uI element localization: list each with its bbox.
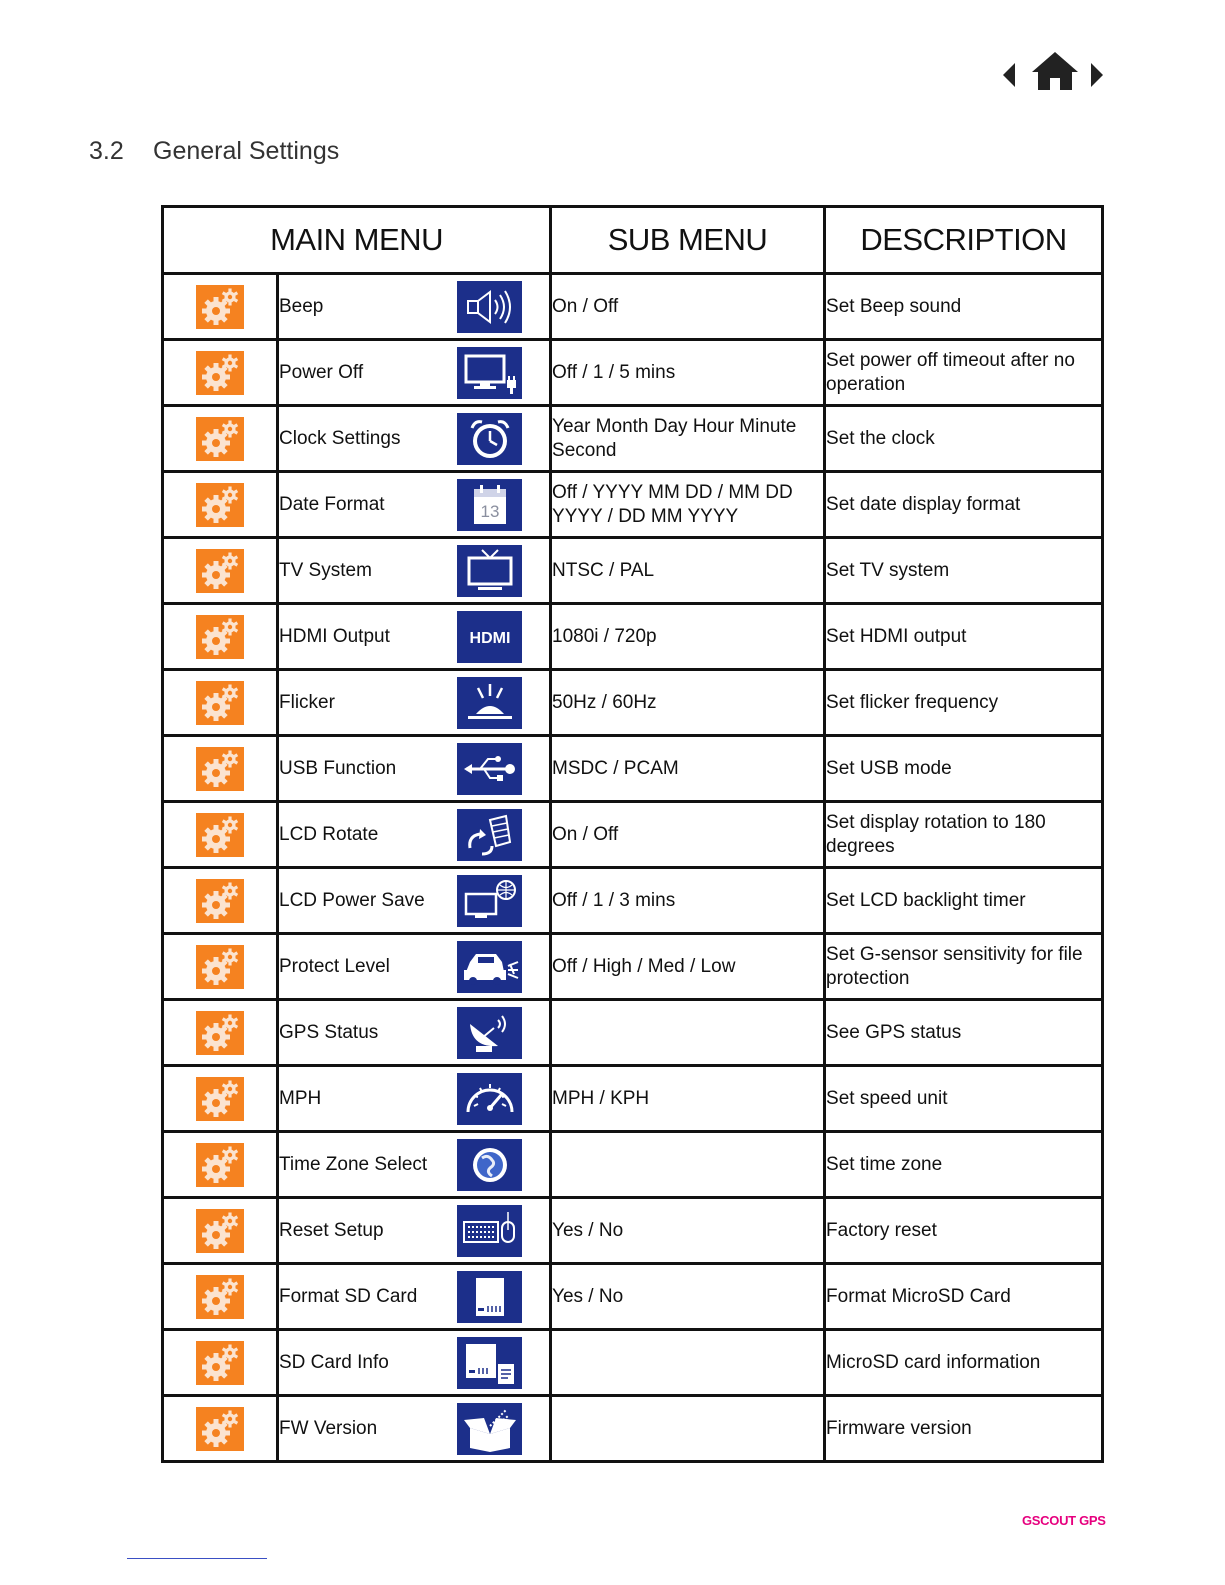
main-menu-cell — [278, 802, 551, 868]
speaker-icon — [457, 281, 522, 333]
table-row[interactable] — [163, 1066, 1103, 1132]
main-menu-cell — [278, 1330, 551, 1396]
sub-menu-cell: On / Off — [551, 802, 825, 868]
firmware-box-icon — [457, 1403, 522, 1455]
settings-gear-cell — [163, 736, 278, 802]
usb-icon — [457, 743, 522, 795]
settings-gear-icon — [196, 1275, 244, 1319]
description-cell: Firmware version — [825, 1396, 1103, 1462]
settings-gear-icon — [196, 681, 244, 725]
main-menu-cell — [278, 934, 551, 1000]
keyboard-mouse-icon — [457, 1205, 522, 1257]
speedometer-icon — [457, 1073, 522, 1125]
settings-gear-cell — [163, 340, 278, 406]
main-menu-cell — [278, 604, 551, 670]
menu-item-label[interactable]: Flicker — [279, 691, 335, 713]
settings-gear-icon — [196, 615, 244, 659]
calendar-icon — [457, 479, 522, 531]
sub-menu-cell: Off / YYYY MM DD / MM DD YYYY / DD MM YYYY — [551, 472, 825, 538]
description-cell: Set HDMI output — [825, 604, 1103, 670]
sd-card-icon — [457, 1271, 522, 1323]
sub-menu-cell — [551, 1000, 825, 1066]
description-cell: Set speed unit — [825, 1066, 1103, 1132]
sub-menu-cell: Off / High / Med / Low — [551, 934, 825, 1000]
sd-card-info-icon — [457, 1337, 522, 1389]
table-header-row — [163, 207, 1103, 274]
table-row[interactable] — [163, 406, 1103, 472]
menu-item-label[interactable]: Date Format — [279, 493, 385, 515]
section-number: 3.2 — [89, 137, 124, 165]
main-menu-cell — [278, 1264, 551, 1330]
settings-gear-cell — [163, 1066, 278, 1132]
main-menu-cell — [278, 1396, 551, 1462]
description-cell: Set Beep sound — [825, 274, 1103, 340]
satellite-dish-icon — [457, 1007, 522, 1059]
settings-gear-cell — [163, 1396, 278, 1462]
sub-menu-cell — [551, 1396, 825, 1462]
arrow-right-icon — [1090, 62, 1104, 88]
table-row[interactable] — [163, 670, 1103, 736]
previous-page-button[interactable] — [1002, 62, 1016, 88]
table-row[interactable] — [163, 736, 1103, 802]
alarm-clock-icon — [457, 413, 522, 465]
sub-menu-cell — [551, 1330, 825, 1396]
table-row[interactable] — [163, 1330, 1103, 1396]
main-menu-cell — [278, 538, 551, 604]
sub-menu-cell: MPH / KPH — [551, 1066, 825, 1132]
menu-item-label[interactable]: Reset Setup — [279, 1219, 384, 1241]
menu-item-label[interactable]: LCD Rotate — [279, 823, 379, 845]
description-cell: Set LCD backlight timer — [825, 868, 1103, 934]
settings-gear-icon — [196, 813, 244, 857]
settings-gear-cell — [163, 868, 278, 934]
settings-gear-icon — [196, 285, 244, 329]
calendar-day-text: 13 — [480, 501, 499, 521]
monitor-globe-icon — [457, 875, 522, 927]
description-cell: Format MicroSD Card — [825, 1264, 1103, 1330]
table-row[interactable] — [163, 1396, 1103, 1462]
footer-brand: GSCOUT GPS — [1022, 1513, 1106, 1528]
settings-gear-cell — [163, 1198, 278, 1264]
main-menu-cell — [278, 670, 551, 736]
settings-gear-icon — [196, 351, 244, 395]
menu-item-label[interactable]: MPH — [279, 1087, 322, 1109]
settings-gear-cell — [163, 934, 278, 1000]
menu-item-label[interactable]: Power Off — [279, 361, 364, 383]
settings-gear-cell — [163, 604, 278, 670]
main-menu-cell — [278, 472, 551, 538]
main-menu-cell — [278, 340, 551, 406]
sub-menu-cell: Yes / No — [551, 1198, 825, 1264]
home-button[interactable] — [1030, 50, 1080, 92]
menu-item-label[interactable]: GPS Status — [279, 1021, 379, 1043]
table-row[interactable] — [163, 274, 1103, 340]
table-row[interactable] — [163, 472, 1103, 538]
description-cell: Set USB mode — [825, 736, 1103, 802]
main-menu-cell — [278, 1000, 551, 1066]
hdmi-label-text: HDMI — [469, 629, 510, 647]
description-cell: See GPS status — [825, 1000, 1103, 1066]
settings-gear-icon — [196, 483, 244, 527]
table-row[interactable] — [163, 1132, 1103, 1198]
settings-gear-cell — [163, 1264, 278, 1330]
settings-gear-icon — [196, 1143, 244, 1187]
main-menu-cell — [278, 736, 551, 802]
settings-gear-icon — [196, 879, 244, 923]
settings-gear-icon — [196, 1077, 244, 1121]
settings-table — [161, 205, 1104, 1463]
menu-item-label[interactable]: Beep — [279, 295, 324, 317]
section-title: General Settings — [153, 137, 340, 165]
settings-gear-cell — [163, 1132, 278, 1198]
hdmi-icon — [457, 611, 522, 663]
monitor-plug-icon — [457, 347, 522, 399]
sub-menu-cell: MSDC / PCAM — [551, 736, 825, 802]
tv-icon — [457, 545, 522, 597]
description-cell: Set power off timeout after no operation — [825, 340, 1103, 406]
sub-menu-cell: Off / 1 / 5 mins — [551, 340, 825, 406]
car-crash-icon — [457, 941, 522, 993]
light-flicker-icon — [457, 677, 522, 729]
settings-gear-icon — [196, 549, 244, 593]
description-cell: Set the clock — [825, 406, 1103, 472]
table-row[interactable] — [163, 1000, 1103, 1066]
globe-icon — [457, 1139, 522, 1191]
description-cell: Set TV system — [825, 538, 1103, 604]
settings-gear-icon — [196, 945, 244, 989]
table-row[interactable] — [163, 868, 1103, 934]
description-cell: Set time zone — [825, 1132, 1103, 1198]
settings-gear-cell — [163, 802, 278, 868]
sub-menu-cell: NTSC / PAL — [551, 538, 825, 604]
main-menu-cell — [278, 406, 551, 472]
menu-item-label[interactable]: FW Version — [279, 1417, 378, 1439]
menu-item-label[interactable]: Clock Settings — [279, 427, 401, 449]
settings-gear-icon — [196, 1011, 244, 1055]
description-cell: Set display rotation to 180 degrees — [825, 802, 1103, 868]
settings-gear-icon — [196, 417, 244, 461]
header-sub-menu: SUB MENU — [551, 207, 825, 274]
next-page-button[interactable] — [1090, 62, 1104, 88]
sub-menu-cell: 50Hz / 60Hz — [551, 670, 825, 736]
main-menu-cell — [278, 868, 551, 934]
menu-item-label[interactable]: SD Card Info — [279, 1351, 389, 1373]
table-row[interactable] — [163, 538, 1103, 604]
description-cell: Set date display format — [825, 472, 1103, 538]
main-menu-cell — [278, 274, 551, 340]
main-menu-cell — [278, 1132, 551, 1198]
menu-item-label[interactable]: Time Zone Select — [279, 1153, 428, 1175]
settings-gear-cell — [163, 274, 278, 340]
settings-gear-cell — [163, 538, 278, 604]
menu-item-label[interactable]: USB Function — [279, 757, 397, 779]
header-main-menu: MAIN MENU — [163, 207, 551, 274]
description-cell: Factory reset — [825, 1198, 1103, 1264]
description-cell: Set flicker frequency — [825, 670, 1103, 736]
description-cell: Set G-sensor sensitivity for file protection — [825, 934, 1103, 1000]
sub-menu-cell: Yes / No — [551, 1264, 825, 1330]
settings-gear-icon — [196, 1341, 244, 1385]
table-row[interactable] — [163, 340, 1103, 406]
table-row[interactable] — [163, 1198, 1103, 1264]
settings-gear-cell — [163, 472, 278, 538]
page-navigation — [1000, 50, 1110, 100]
settings-gear-icon — [196, 1209, 244, 1253]
section-heading — [89, 137, 339, 166]
settings-gear-cell — [163, 1330, 278, 1396]
menu-item-label[interactable]: TV System — [279, 559, 372, 581]
header-description: DESCRIPTION — [825, 207, 1103, 274]
table-row[interactable] — [163, 604, 1103, 670]
settings-gear-cell — [163, 1000, 278, 1066]
home-icon — [1030, 50, 1080, 92]
main-menu-cell — [278, 1066, 551, 1132]
sub-menu-cell: On / Off — [551, 274, 825, 340]
table-row[interactable] — [163, 1264, 1103, 1330]
menu-item-label[interactable]: LCD Power Save — [279, 889, 425, 911]
main-menu-cell — [278, 1198, 551, 1264]
settings-gear-icon — [196, 747, 244, 791]
sub-menu-cell: 1080i / 720p — [551, 604, 825, 670]
menu-item-label[interactable]: Protect Level — [279, 955, 390, 977]
table-row[interactable] — [163, 934, 1103, 1000]
sub-menu-cell: Year Month Day Hour Minute Second — [551, 406, 825, 472]
menu-item-label[interactable]: HDMI Output — [279, 625, 390, 647]
rotate-film-icon — [457, 809, 522, 861]
table-row[interactable] — [163, 802, 1103, 868]
settings-gear-cell — [163, 406, 278, 472]
arrow-left-icon — [1002, 62, 1016, 88]
settings-gear-cell — [163, 670, 278, 736]
sub-menu-cell: Off / 1 / 3 mins — [551, 868, 825, 934]
settings-gear-icon — [196, 1407, 244, 1451]
description-cell: MicroSD card information — [825, 1330, 1103, 1396]
sub-menu-cell — [551, 1132, 825, 1198]
footer-divider — [127, 1558, 267, 1559]
menu-item-label[interactable]: Format SD Card — [279, 1285, 418, 1307]
